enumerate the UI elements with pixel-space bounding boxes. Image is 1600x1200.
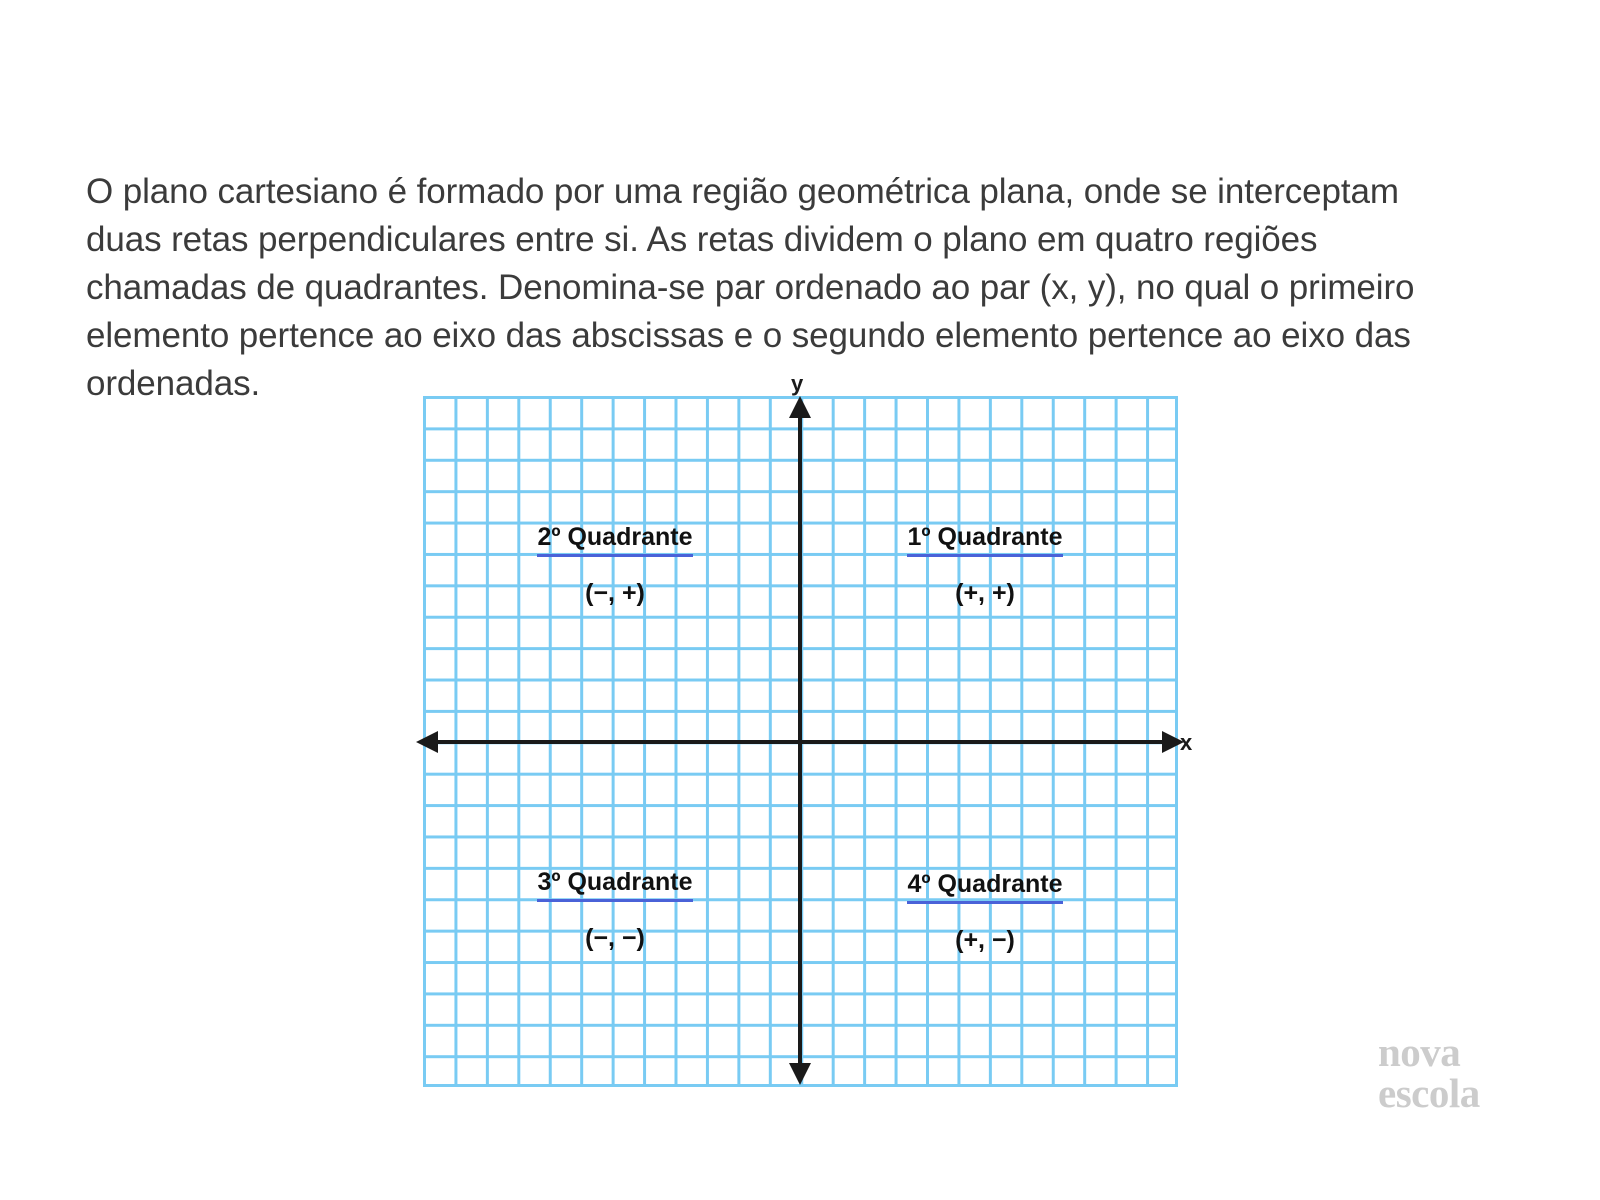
quadrant-3-signs: (−, −) [585, 924, 645, 952]
quadrant-label-3 [490, 868, 740, 953]
y-axis-line [798, 402, 802, 1080]
y-axis-arrow-up-icon [789, 396, 811, 418]
quadrant-label-4 [860, 870, 1110, 955]
nova-escola-logo [1378, 1029, 1518, 1116]
logo-line-escola: escola [1378, 1070, 1480, 1116]
logo-line-nova: nova [1378, 1029, 1461, 1075]
y-axis-label: y [791, 371, 804, 396]
x-axis-label: x [1180, 730, 1193, 755]
quadrant-2-title: 2º Quadrante [537, 523, 692, 557]
quadrant-4-signs: (+, −) [955, 926, 1015, 954]
quadrant-3-title: 3º Quadrante [537, 868, 692, 902]
quadrant-label-2 [490, 523, 740, 608]
quadrant-1-signs: (+, +) [955, 579, 1015, 607]
x-axis-arrow-left-icon [416, 731, 438, 753]
quadrant-4-title: 4º Quadrante [907, 870, 1062, 904]
quadrant-label-1 [860, 523, 1110, 608]
quadrant-1-title: 1º Quadrante [907, 523, 1062, 557]
y-axis-arrow-down-icon [789, 1063, 811, 1085]
quadrant-2-signs: (−, +) [585, 579, 645, 607]
lesson-paragraph: O plano cartesiano é formado por uma região geométrica plana, onde se interceptam duas retas perpendiculares entre si. As retas dividem o plano em quatro regiões chamadas de quadrantes. Denomina-se par ordenado ao par (x, y), no qual o primeiro elemento pertence ao eixo das abscissas e o segundo elemento pertence ao eixo das ordenadas. [86, 172, 1415, 403]
